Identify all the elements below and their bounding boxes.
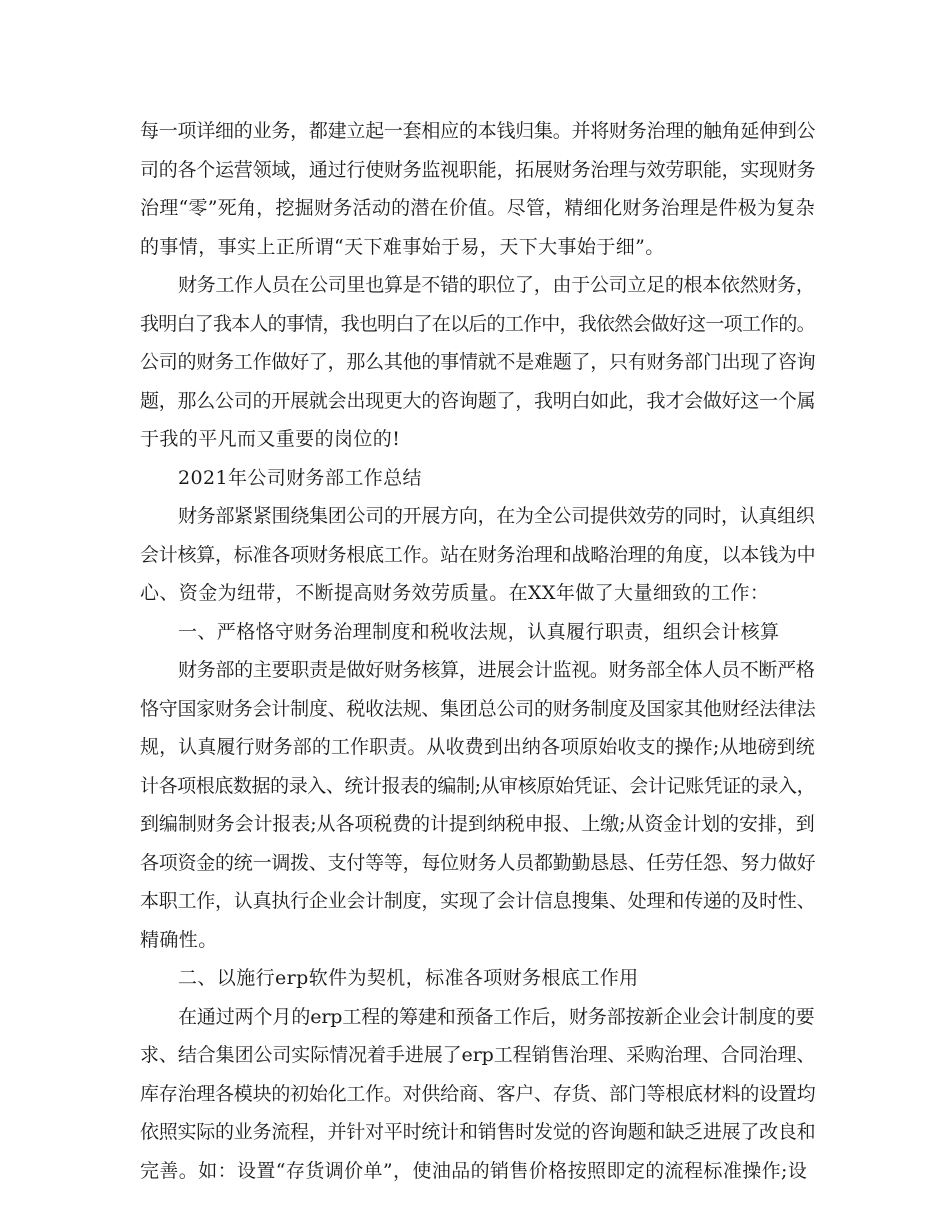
text-line: 每一项详细的业务，都建立起一套相应的本钱归集。并将财务治理的触角延伸到公 xyxy=(140,120,816,142)
text-line: 会计核算，标准各项财务根底工作。站在财务治理和战略治理的角度，以本钱为中 xyxy=(140,544,816,566)
text-line: 财务部紧紧围绕集团公司的开展方向，在为全公司提供效劳的同时，认真组织 xyxy=(178,505,815,527)
text-line: 库存治理各模块的初始化工作。对供给商、客户、存货、部门等根底材料的设置均 xyxy=(140,1083,816,1105)
text-line: 计各项根底数据的录入、统计报表的编制;从审核原始凭证、会计记账凭证的录入， xyxy=(140,775,816,797)
text-line: 于我的平凡而又重要的岗位的! xyxy=(140,428,401,450)
text-line: 求、结合集团公司实际情况着手进展了erp工程销售治理、采购治理、合同治理、 xyxy=(140,1044,816,1066)
text-line: 心、资金为纽带，不断提高财务效劳质量。在XX年做了大量细致的工作： xyxy=(140,582,770,604)
text-line: 在通过两个月的erp工程的筹建和预备工作后，财务部按新企业会计制度的要 xyxy=(178,1006,815,1028)
text-line: 司的各个运营领域，通过行使财务监视职能，拓展财务治理与效劳职能，实现财务 xyxy=(140,159,816,181)
text-line: 治理“零”死角，挖掘财务活动的潜在价值。尽管，精细化财务治理是件极为复杂 xyxy=(140,197,815,219)
text-line: 完善。如：设置“存货调价单”，使油品的销售价格按照即定的流程标准操作;设 xyxy=(140,1160,808,1182)
text-line: 精确性。 xyxy=(140,929,218,951)
text-line: 到编制财务会计报表;从各项税费的计提到纳税申报、上缴;从资金计划的安排，到 xyxy=(140,813,815,835)
section-heading: 2021年公司财务部工作总结 xyxy=(178,467,422,489)
section-heading: 一、严格恪守财务治理制度和税收法规，认真履行职责，组织会计核算 xyxy=(178,621,780,643)
text-line: 的事情，事实上正所谓“天下难事始于易，天下大事始于细”。 xyxy=(140,236,665,258)
text-line: 恪守国家财务会计制度、税收法规、集团总公司的财务制度及国家其他财经法律法 xyxy=(140,698,816,720)
text-line: 公司的财务工作做好了，那么其他的事情就不是难题了，只有财务部门出现了咨询 xyxy=(140,351,816,373)
text-line: 财务工作人员在公司里也算是不错的职位了，由于公司立足的根本依然财务， xyxy=(178,274,815,296)
text-line: 本职工作，认真执行企业会计制度，实现了会计信息搜集、处理和传递的及时性、 xyxy=(140,890,816,912)
text-line: 各项资金的统一调拨、支付等等，每位财务人员都勤勤恳恳、任劳任怨、努力做好 xyxy=(140,852,816,874)
text-line: 我明白了我本人的事情，我也明白了在以后的工作中，我依然会做好这一项工作的。 xyxy=(140,313,815,335)
text-line: 题，那么公司的开展就会出现更大的咨询题了，我明白如此，我才会做好这一个属 xyxy=(140,390,816,412)
text-line: 依照实际的业务流程，并针对平时统计和销售时发觉的咨询题和缺乏进展了改良和 xyxy=(140,1121,816,1143)
section-heading: 二、以施行erp软件为契机，标准各项财务根底工作用 xyxy=(178,967,639,989)
text-line: 财务部的主要职责是做好财务核算，进展会计监视。财务部全体人员不断严格 xyxy=(178,659,815,681)
text-line: 规，认真履行财务部的工作职责。从收费到出纳各项原始收支的操作;从地磅到统 xyxy=(140,736,815,758)
